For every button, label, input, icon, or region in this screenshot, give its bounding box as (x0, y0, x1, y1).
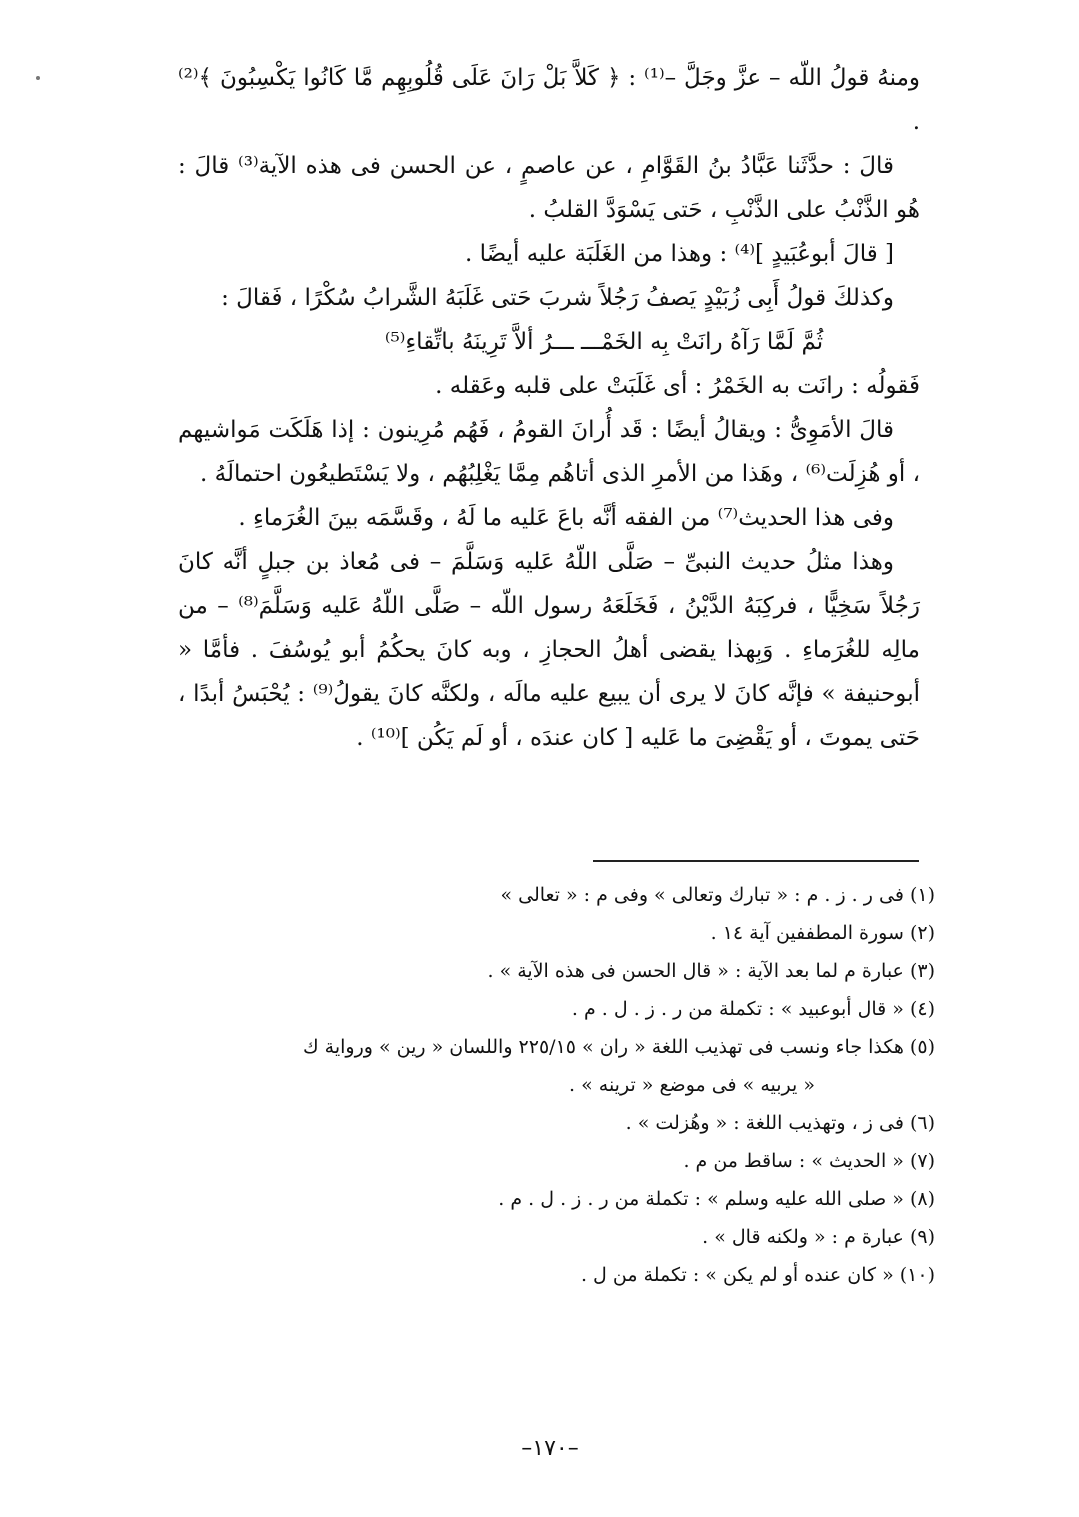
footnote-4: (٤) « قال أبوعبيد » : تكملة من ر . ز . ل . م . (571, 998, 935, 1020)
footnote-5-continued: « يربيه » فى موضع « ترينه » . (569, 1074, 815, 1096)
paragraph-6: قالَ الأمَوِىُّ : ويقالُ أيضًا : قَد أُرانَ القومُ ، فَهُم مُرِينون : إذا هَلَكَت مَواشيهم ، أو هُزِلَت⁽⁶⁾ ، وهَذا من الأمرِ الذى أتاهُم مِمَّا يَغْلِبُهُم ، ولا يَسْتَطيعُون احتمالَهُ . (178, 417, 920, 487)
main-text-block (178, 56, 920, 760)
paragraph-3: [ قالَ أبوعُبَيدٍ ]⁽⁴⁾ : وهذا من الغَلَبَة عليه أيضًا . (465, 241, 894, 267)
paragraph-8: وهذا مثلُ حديث النبىِّ – صَلَّى اللّهُ عَليه وَسَلَّمَ – فى مُعاذ بن جبلٍ أنَّه كانَ رَجُلاً سَخِيًّا ، فركِبَهُ الدَّيْنُ ، فَخَلَعَهُ رسول اللّه – صَلَّى اللّهُ عَليه وَسَلَّمَ⁽⁸⁾ – من مالِه للغُرَماءِ . وَبِهذا يقضى أهلُ الحجازِ ، وبه كانَ يحكُمُ أبو يُوسُفَ . فأمَّا « أبوحنيفة » فإنَّه كانَ لا يرى أن يبيع عليه مالَه ، ولكنَّه كانَ يقولُ⁽⁹⁾ : يُحْبَسُ أبدًا ، حَتى يموتَ ، أو يَقْضِىَ ما عَليه [ كان عندَه ، أو لَم يَكُن ]⁽¹⁰⁾ . (178, 549, 920, 751)
footnote-6: (٦) فى ز ، وتهذيب اللغة : « وهُزلت » . (625, 1112, 935, 1134)
paragraph-7: وفى هذا الحديث⁽⁷⁾ من الفقه أنَّه باعَ عَليه ما لَهُ ، وقَسَّمَه بينَ الغُرَماءِ . (238, 505, 894, 531)
poem-verse: ثُمَّ لَمَّا رَآهُ رانَتْ بِه الخَمْـــ ـــرُ ألاَّ تَرِينَهُ باتِّقاءِ⁽⁵⁾ (384, 329, 824, 355)
paragraph-5: فَقولُه : رانَت به الخَمْرُ : أى غَلَبَتْ على قلبه وعَقله . (435, 373, 920, 399)
footnote-2: (٢) سورة المطففين آية ١٤ . (710, 922, 935, 944)
footnote-7: (٧) « الحديث » : ساقط من م . (683, 1150, 935, 1172)
scan-speck (36, 76, 40, 80)
footnote-3: (٣) عبارة م لما بعد الآية : « قال الحسن فى هذه الآية » . (487, 960, 935, 982)
footnote-8: (٨) « صلى الله عليه وسلم » : تكملة من ر . ز . ل . م . (498, 1188, 935, 1210)
page-number: –١٧٠– (521, 1436, 579, 1461)
paragraph-1: ومنهُ قولُ اللّه – عزَّ وجَلَّ –⁽¹⁾ : ﴿ كَلاَّ بَلْ رَانَ عَلَى قُلُوبِهِم مَّا كَانُوا يَكْسِبُونَ ﴾⁽²⁾ . (178, 65, 920, 135)
footnote-9: (٩) عبارة م : « ولكنه قال » . (702, 1226, 935, 1248)
paragraph-4: وكذلكَ قولُ أَبِى زُبَيْدٍ يَصفُ رَجُلاً شربَ حَتى غَلَبَهُ الشَّرابُ سُكْرًا ، فَقالَ : (221, 285, 894, 311)
paragraph-2: قالَ : حدَّثَنا عَبَّادُ بنُ القَوَّامِ ، عن عاصمٍ ، عن الحسن فى هذه الآية⁽³⁾ قالَ : هُو الذَّنْبُ على الذَّنْبِ ، حَتى يَسْوَدَّ القلبُ . (178, 153, 920, 223)
footnotes-block (160, 876, 935, 1294)
footnote-divider (593, 860, 919, 862)
footnote-5: (٥) هكذا جاء ونسب فى تهذيب اللغة « ران » ٢٢٥/١٥ واللسان « رين » ورواية ك (302, 1036, 935, 1058)
footnote-1: (١) فى ر . ز . م : « تبارك وتعالى » وفى م : « تعالى » (500, 884, 935, 906)
footnote-10: (١٠) « كان عنده أو لم يكن » : تكملة من ل . (580, 1264, 935, 1286)
